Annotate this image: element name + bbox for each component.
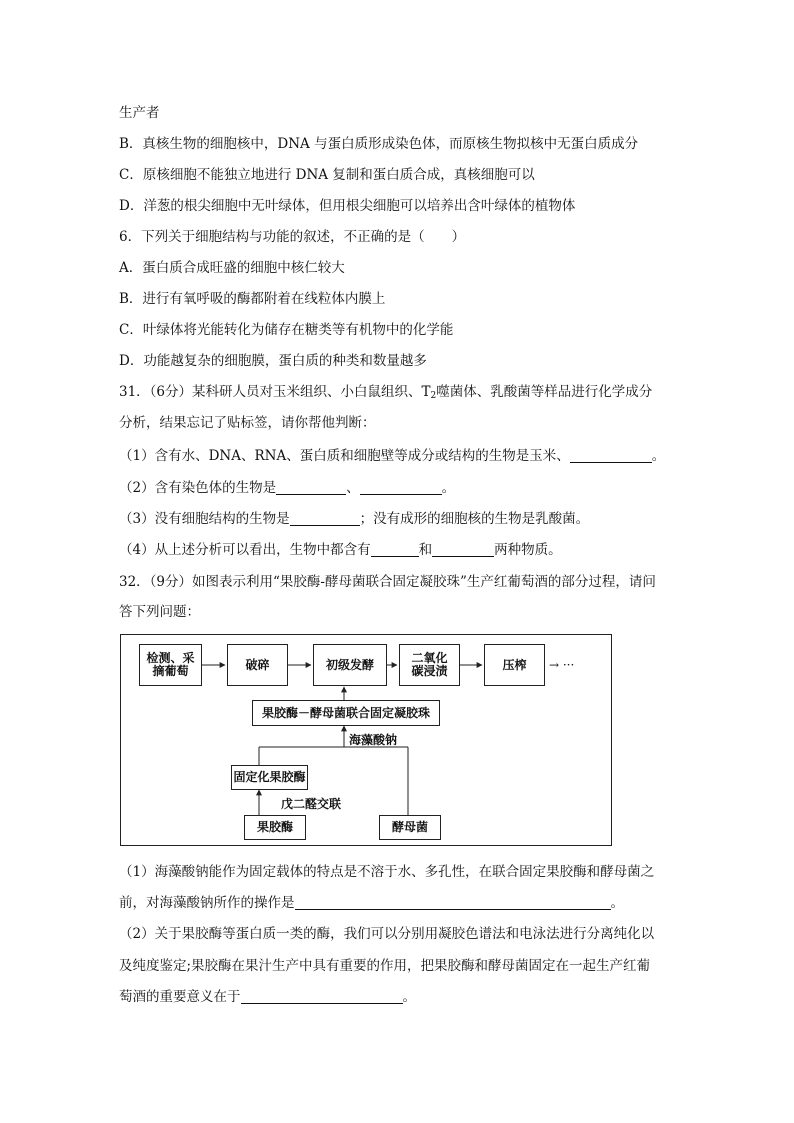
q6-option-a: A．蛋白质合成旺盛的细胞中核仁较大 <box>119 260 345 276</box>
q31-part2: （2）含有染色体的生物是 、 。 <box>119 480 456 496</box>
option-d: D．洋葱的根尖细胞中无叶绿体，但用根尖细胞可以培养出含叶绿体的植物体 <box>119 198 576 214</box>
box-co2-maceration: 二氧化 碳浸渍 <box>399 644 460 686</box>
box-gel-beads: 果胶酶－酵母菌联合固定凝胶珠 <box>252 700 440 726</box>
box-press: 压榨 <box>484 644 545 686</box>
q32-part2-line2: 及纯度鉴定;果胶酶在果汁生产中具有重要的作用，把果胶酶和酵母菌固定在一起生产红葡 <box>119 958 651 974</box>
box-yeast: 酵母菌 <box>379 815 441 840</box>
box-primary-fermentation: 初级发酵 <box>313 644 387 686</box>
box-pectinase: 果胶酶 <box>244 815 306 840</box>
answer-blank[interactable] <box>570 448 652 463</box>
q32-part1-line1: （1）海藻酸钠能作为固定载体的特点是不溶于水、多孔性，在联合固定果胶酶和酵母菌之 <box>119 864 655 880</box>
box-immobilized-pectinase: 固定化果胶酶 <box>231 765 308 790</box>
box-pick-grapes: 检测、采 摘葡萄 <box>139 644 202 686</box>
q6-option-b: B．进行有氧呼吸的酶都附着在线粒体内膜上 <box>119 291 386 307</box>
answer-blank[interactable] <box>360 480 442 495</box>
option-c: C．原核细胞不能独立地进行 DNA 复制和蛋白质合成，真核细胞可以 <box>119 167 535 183</box>
q32-part1-line2: 前，对海藻酸钠所作的操作是 。 <box>119 895 624 911</box>
question-32-line2: 答下列问题： <box>119 604 200 620</box>
q6-option-d: D．功能越复杂的细胞膜，蛋白质的种类和数量越多 <box>119 353 427 369</box>
label-sodium-alginate: 海藻酸钠 <box>349 733 398 747</box>
q32-part2-line1: （2）关于果胶酶等蛋白质一类的酶，我们可以分别用凝胶色谱法和电泳法进行分离纯化以 <box>119 926 655 942</box>
answer-blank[interactable] <box>371 542 419 557</box>
ellipsis: → ··· <box>549 658 575 672</box>
question-31-line2: 分析，结果忘记了贴标签，请你帮他判断： <box>119 415 376 431</box>
question-31-line1: 31．（6分）某科研人员对玉米组织、小白鼠组织、$T_2$噬菌体、乳酸菌等样品进行化学成分 <box>119 384 653 401</box>
answer-blank[interactable] <box>432 542 494 557</box>
option-b: B．真核生物的细胞核中，DNA 与蛋白质形成染色体，而原核生物拟核中无蛋白质成分 <box>119 136 639 152</box>
option-continuation: 生产者 <box>119 105 160 121</box>
label-glutaraldehyde: 戊二醛交联 <box>281 797 342 811</box>
process-diagram <box>120 634 612 846</box>
q32-part2-line3: 萄酒的重要意义在于 。 <box>119 989 416 1005</box>
question-32-line1: 32．（9分）如图表示利用“果胶酶-酵母菌联合固定凝胶珠”生产红葡萄酒的部分过程，请问 <box>119 574 656 590</box>
q31-part4: （4）从上述分析可以看出，生物中都含有 和 两种物质。 <box>119 542 562 558</box>
q31-part1: （1）含有水、DNA、RNA、蛋白质和细胞壁等成分或结构的生物是玉米、 。 <box>119 448 666 464</box>
answer-blank[interactable] <box>276 480 346 495</box>
q31-part3: （3）没有细胞结构的生物是 ；没有成形的细胞核的生物是乳酸菌。 <box>119 511 590 527</box>
answer-blank[interactable] <box>290 511 360 526</box>
q6-option-c: C．叶绿体将光能转化为储存在糖类等有机物中的化学能 <box>119 322 454 338</box>
box-crush: 破碎 <box>227 644 288 686</box>
question-6: 6．下列关于细胞结构与功能的叙述，不正确的是（ ） <box>119 229 466 245</box>
answer-blank[interactable] <box>241 989 403 1004</box>
answer-blank[interactable] <box>295 895 611 910</box>
